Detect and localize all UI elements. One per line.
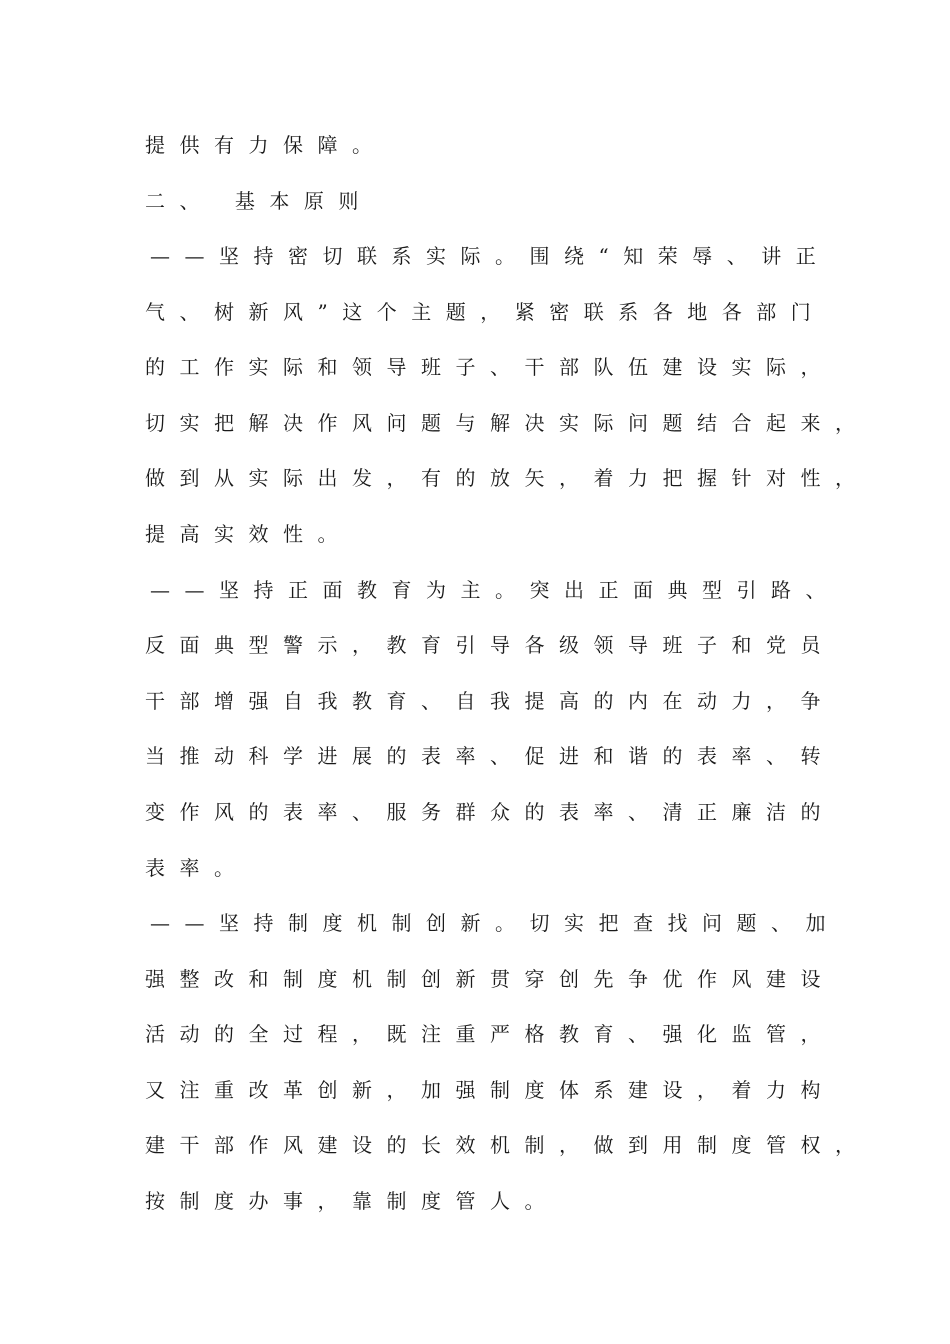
text-line: 活动的全过程，既注重严格教育、强化监管， [145,1022,835,1046]
text-line: 变作风的表率、服务群众的表率、清正廉洁的 [145,800,835,824]
text-line: ——坚持正面教育为主。突出正面典型引路、 [150,578,840,602]
text-line: 做到从实际出发，有的放矢，着力把握针对性， [145,466,870,490]
text-line: 表率。 [145,856,249,880]
section-heading: 二、 基本原则 [145,189,373,213]
text-line: 切实把解决作风问题与解决实际问题结合起来， [145,411,870,435]
text-line: 反面典型警示，教育引导各级领导班子和党员 [145,633,835,657]
text-line: 按制度办事，靠制度管人。 [145,1189,559,1213]
text-line: 又注重改革创新，加强制度体系建设，着力构 [145,1078,835,1102]
text-line: 干部增强自我教育、自我提高的内在动力，争 [145,689,835,713]
text-line: 提高实效性。 [145,522,352,546]
text-line: 气、树新风”这个主题，紧密联系各地各部门 [145,300,826,324]
text-line: 提供有力保障。 [145,133,387,157]
text-line: 的工作实际和领导班子、干部队伍建设实际， [145,355,835,379]
text-line: ——坚持制度机制创新。切实把查找问题、加 [150,911,840,935]
text-line: 建干部作风建设的长效机制，做到用制度管权， [145,1133,870,1157]
text-line: 当推动科学进展的表率、促进和谐的表率、转 [145,744,835,768]
text-line: 强整改和制度机制创新贯穿创先争优作风建设 [145,967,835,991]
text-line: ——坚持密切联系实际。围绕“知荣辱、讲正 [150,244,831,268]
